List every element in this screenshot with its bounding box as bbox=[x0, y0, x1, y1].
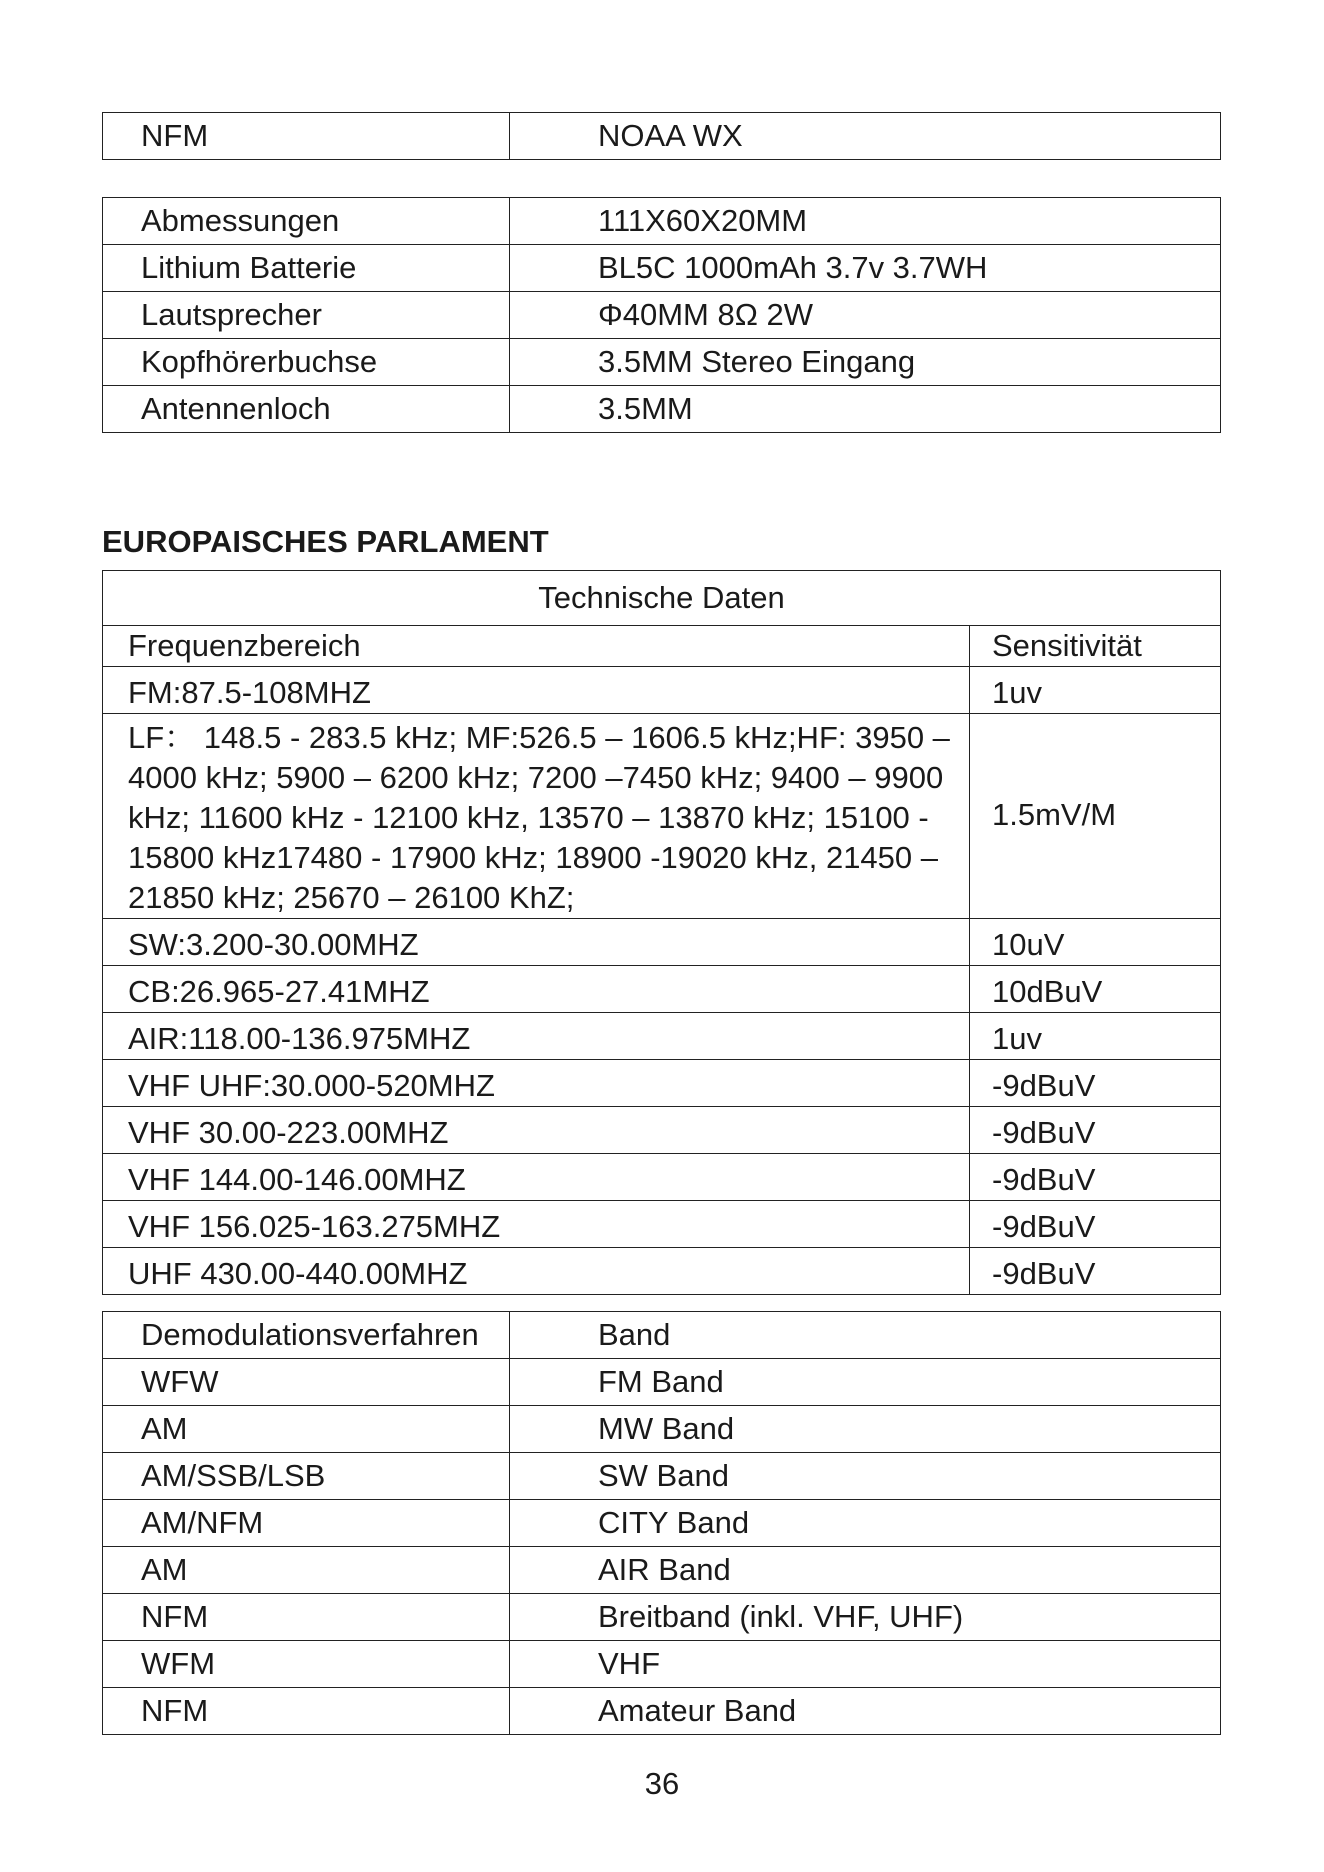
table-row bbox=[103, 339, 1221, 386]
spec-label: Kopfhörerbuchse bbox=[103, 339, 510, 386]
spec-label: Lautsprecher bbox=[103, 292, 510, 339]
sensitivity-cell: 1uv bbox=[970, 667, 1221, 714]
table-header-row bbox=[103, 626, 1221, 667]
sensitivity-cell: -9dBuV bbox=[970, 1248, 1221, 1295]
mode-cell: AM/NFM bbox=[103, 1500, 510, 1547]
table-caption: Technische Daten bbox=[103, 571, 1221, 626]
table-row bbox=[103, 1688, 1221, 1735]
band-cell: CITY Band bbox=[510, 1500, 1221, 1547]
table-row bbox=[103, 113, 1221, 160]
spec-value: 111X60X20MM bbox=[510, 198, 1221, 245]
frequency-cell: SW:3.200-30.00MHZ bbox=[103, 919, 970, 966]
table-row bbox=[103, 386, 1221, 433]
table-row bbox=[103, 1248, 1221, 1295]
technical-data-table bbox=[102, 570, 1221, 1295]
spec-value: 3.5MM bbox=[510, 386, 1221, 433]
frequency-cell: LF： 148.5 - 283.5 kHz; MF:526.5 – 1606.5 kHz;HF: 3950 – 4000 kHz; 5900 – 6200 kHz; 7200 –7450 kHz; 9400 – 9900 kHz; 11600 kHz - 12100 kHz, 13570 – 13870 kHz; 15100 - 15800 kHz17480 - 17900 kHz; 18900 -19020 kHz, 21450 – 21850 kHz; 25670 – 26100 KhZ; bbox=[103, 714, 970, 919]
spec-label: Abmessungen bbox=[103, 198, 510, 245]
spec-value: 3.5MM Stereo Eingang bbox=[510, 339, 1221, 386]
page-number: 36 bbox=[644, 1766, 680, 1801]
table-row bbox=[103, 714, 1221, 919]
band-cell: VHF bbox=[510, 1641, 1221, 1688]
table-row bbox=[103, 1154, 1221, 1201]
sensitivity-cell: 10uV bbox=[970, 919, 1221, 966]
mode-cell: AM/SSB/LSB bbox=[103, 1453, 510, 1500]
frequency-cell: VHF UHF:30.000-520MHZ bbox=[103, 1060, 970, 1107]
table-row bbox=[103, 1641, 1221, 1688]
specs-table bbox=[102, 197, 1221, 433]
frequency-cell: UHF 430.00-440.00MHZ bbox=[103, 1248, 970, 1295]
band-cell: MW Band bbox=[510, 1406, 1221, 1453]
table-row bbox=[103, 1013, 1221, 1060]
mode-cell: AM bbox=[103, 1406, 510, 1453]
table-cell-label: NFM bbox=[103, 113, 510, 160]
sensitivity-cell: -9dBuV bbox=[970, 1107, 1221, 1154]
column-header-mode: Demodulationsverfahren bbox=[103, 1312, 510, 1359]
table-row bbox=[103, 1359, 1221, 1406]
band-cell: SW Band bbox=[510, 1453, 1221, 1500]
table-row bbox=[103, 1453, 1221, 1500]
table-row bbox=[103, 966, 1221, 1013]
table-row bbox=[103, 1107, 1221, 1154]
nfm-table bbox=[102, 112, 1221, 160]
sensitivity-cell: -9dBuV bbox=[970, 1154, 1221, 1201]
mode-cell: WFW bbox=[103, 1359, 510, 1406]
sensitivity-cell: -9dBuV bbox=[970, 1201, 1221, 1248]
table-row bbox=[103, 1500, 1221, 1547]
band-cell: FM Band bbox=[510, 1359, 1221, 1406]
sensitivity-cell: 1uv bbox=[970, 1013, 1221, 1060]
column-header-sensitivity: Sensitivität bbox=[970, 626, 1221, 667]
table-row bbox=[103, 1060, 1221, 1107]
table-header-row bbox=[103, 1312, 1221, 1359]
sensitivity-cell: 10dBuV bbox=[970, 966, 1221, 1013]
spec-label: Lithium Batterie bbox=[103, 245, 510, 292]
frequency-cell: VHF 156.025-163.275MHZ bbox=[103, 1201, 970, 1248]
table-row bbox=[103, 667, 1221, 714]
table-row bbox=[103, 1594, 1221, 1641]
frequency-cell: AIR:118.00-136.975MHZ bbox=[103, 1013, 970, 1060]
mode-cell: AM bbox=[103, 1547, 510, 1594]
section-heading: EUROPAISCHES PARLAMENT bbox=[102, 524, 549, 559]
table-row bbox=[103, 1201, 1221, 1248]
frequency-cell: CB:26.965-27.41MHZ bbox=[103, 966, 970, 1013]
mode-cell: NFM bbox=[103, 1688, 510, 1735]
mode-cell: NFM bbox=[103, 1594, 510, 1641]
demodulation-table bbox=[102, 1311, 1221, 1735]
column-header-band: Band bbox=[510, 1312, 1221, 1359]
table-cell-value: NOAA WX bbox=[510, 113, 1221, 160]
table-row bbox=[103, 919, 1221, 966]
sensitivity-cell: 1.5mV/M bbox=[970, 714, 1221, 919]
table-caption-row bbox=[103, 571, 1221, 626]
band-cell: AIR Band bbox=[510, 1547, 1221, 1594]
band-cell: Breitband (inkl. VHF, UHF) bbox=[510, 1594, 1221, 1641]
table-row bbox=[103, 198, 1221, 245]
frequency-cell: VHF 144.00-146.00MHZ bbox=[103, 1154, 970, 1201]
spec-value: BL5C 1000mAh 3.7v 3.7WH bbox=[510, 245, 1221, 292]
frequency-cell: VHF 30.00-223.00MHZ bbox=[103, 1107, 970, 1154]
table-row bbox=[103, 292, 1221, 339]
spec-label: Antennenloch bbox=[103, 386, 510, 433]
table-row bbox=[103, 1547, 1221, 1594]
sensitivity-cell: -9dBuV bbox=[970, 1060, 1221, 1107]
mode-cell: WFM bbox=[103, 1641, 510, 1688]
band-cell: Amateur Band bbox=[510, 1688, 1221, 1735]
table-row bbox=[103, 1406, 1221, 1453]
column-header-frequency: Frequenzbereich bbox=[103, 626, 970, 667]
table-row bbox=[103, 245, 1221, 292]
spec-value: Φ40MM 8Ω 2W bbox=[510, 292, 1221, 339]
frequency-cell: FM:87.5-108MHZ bbox=[103, 667, 970, 714]
